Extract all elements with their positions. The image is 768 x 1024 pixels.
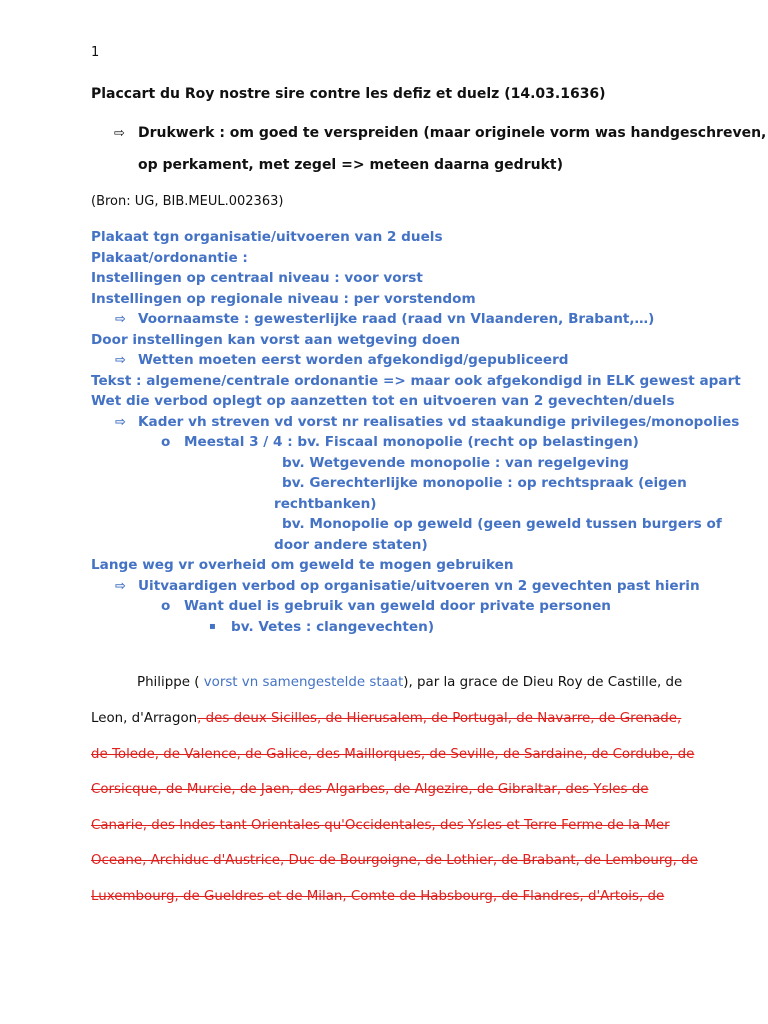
- circle-bullet-icon: o: [161, 598, 171, 614]
- note-line: Wet die verbod oplegt op aanzetten tot en uitvoeren van 2 gevechten/duels: [91, 393, 675, 409]
- square-bullet-icon: ▪: [209, 620, 216, 632]
- arrow-right-icon: ⇨: [115, 353, 126, 368]
- page-number: 1: [91, 45, 100, 60]
- arrow-right-icon: ⇨: [114, 126, 125, 141]
- drukwerk-line-2: op perkament, met zegel => meteen daarna gedrukt): [138, 157, 563, 173]
- note-line: Tekst : algemene/centrale ordonantie => maar ook afgekondigd in ELK gewest apart: [91, 372, 741, 389]
- body-text: Philippe (: [137, 675, 204, 690]
- document-title: Placcart du Roy nostre sire contre les defiz et duelz (14.03.1636): [91, 86, 606, 102]
- drukwerk-text-1: Drukwerk : om goed te verspreiden (maar originele vorm was handgeschreven,: [138, 125, 767, 141]
- note-line: Plakaat tgn organisatie/uitvoeren van 2 duels: [91, 229, 443, 245]
- arrow-right-icon: ⇨: [115, 578, 126, 594]
- note-continuation: bv. Monopolie op geweld (geen geweld tussen burgers of: [282, 516, 722, 532]
- note-line: Lange weg vr overheid om geweld te mogen gebruiken: [91, 557, 514, 573]
- note-line: Plakaat/ordonantie :: [91, 249, 248, 266]
- struck-line: Oceane, Archiduc d'Austrice, Duc de Bourgoigne, de Lothier, de Brabant, de Lembourg, de: [91, 853, 698, 868]
- note-line: Instellingen op regionale niveau : per vorstendom: [91, 290, 476, 307]
- struck-line: Canarie, des Indes tant Orientales qu'Occidentales, des Ysles et Terre Ferme de la Mer: [91, 818, 670, 833]
- note-sub-line: [91, 576, 711, 597]
- struck-line: de Tolede, de Valence, de Galice, des Maillorques, de Seville, de Sardaine, de Cordube, de: [91, 747, 695, 762]
- arrow-right-icon: ⇨: [115, 414, 126, 430]
- note-sub-line: [91, 412, 740, 433]
- note-sub-line: [91, 309, 711, 330]
- note-continuation: door andere staten): [274, 536, 428, 553]
- study-notes: [91, 227, 741, 637]
- note-text: Kader vh streven vd vorst nr realisaties vd staakundige privileges/monopolies: [138, 413, 740, 430]
- note-text: Uitvaardigen verbod op organisatie/uitvoeren vn 2 gevechten past hierin: [138, 577, 700, 594]
- body-paragraph-line: [91, 711, 682, 726]
- note-sub-line: [91, 350, 711, 371]
- note-line: Instellingen op centraal niveau : voor vorst: [91, 270, 423, 286]
- note-line: Door instellingen kan vorst aan wetgeving doen: [91, 331, 461, 348]
- body-annotation: vorst vn samengestelde staat: [203, 675, 404, 690]
- note-text: Voornaamste : gewesterlijke raad (raad vn Vlaanderen, Brabant,…): [138, 311, 655, 327]
- note-continuation: bv. Wetgevende monopolie : van regelgeving: [282, 454, 629, 471]
- struck-line: Corsicque, de Murcie, de Jaen, des Algarbes, de Algezire, de Gibraltar, des Ysles de: [91, 782, 649, 797]
- body-text: Leon, d'Arragon: [91, 711, 198, 726]
- struck-text: , des deux Sicilles, de Hierusalem, de Portugal, de Navarre, de Grenade,: [197, 711, 682, 726]
- arrow-right-icon: ⇨: [115, 312, 126, 327]
- note-sub-sub-line: [91, 596, 711, 617]
- note-sub-sub-sub-line: [91, 617, 711, 638]
- source-reference: (Bron: UG, BIB.MEUL.002363): [91, 194, 284, 209]
- note-text: Wetten moeten eerst worden afgekondigd/gepubliceerd: [138, 352, 569, 368]
- body-text: ), par la grace de Dieu Roy de Castille, de: [403, 675, 683, 690]
- body-paragraph-line: [137, 675, 707, 690]
- note-text: Meestal 3 / 4 : bv. Fiscaal monopolie (recht op belastingen): [184, 434, 639, 450]
- note-text: bv. Vetes : clangevechten): [231, 618, 435, 635]
- note-continuation: bv. Gerechterlijke monopolie : op rechtspraak (eigen: [282, 475, 687, 491]
- note-sub-sub-line: [91, 432, 711, 453]
- note-continuation: rechtbanken): [274, 495, 377, 512]
- struck-line: Luxembourg, de Gueldres et de Milan, Comte de Habsbourg, de Flandres, d'Artois, de: [91, 889, 665, 904]
- drukwerk-line-1: [114, 122, 766, 141]
- circle-bullet-icon: o: [161, 434, 171, 450]
- note-text: Want duel is gebruik van geweld door private personen: [184, 598, 611, 614]
